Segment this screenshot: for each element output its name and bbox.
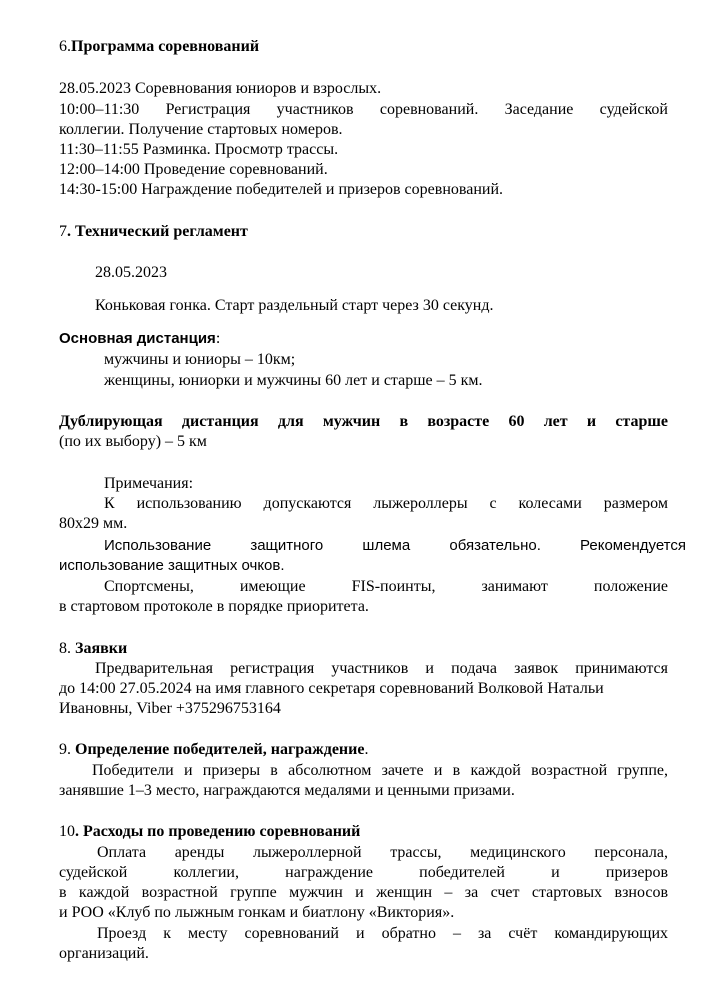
notes-label: Примечания: <box>104 475 194 492</box>
main-distance-label: Основная дистанция: <box>59 330 221 347</box>
body-line: до 14:00 27.05.2024 на имя главного секретаря соревнований Волковой Натальи <box>59 680 604 697</box>
race-format: Коньковая гонка. Старт раздельный старт через 30 секунд. <box>95 297 494 314</box>
main-distance-women: женщины, юниорки и мужчины 60 лет и старше – 5 км. <box>104 372 483 389</box>
body-line: в каждой возрастной группе мужчин и женщин – за счет стартовых взносов <box>59 884 668 901</box>
note-line: Использование защитного шлема обязательно. Рекомендуется <box>104 537 686 554</box>
body-line: Проезд к месту соревнований и обратно – за счёт командирующих <box>97 925 668 942</box>
note-line: К использованию допускаются лыжероллеры с колесами размером <box>104 495 668 512</box>
section-6-heading: 6.Программа соревнований <box>59 38 260 55</box>
schedule-line: 14:30-15:00 Награждение победителей и призеров соревнований. <box>59 181 504 198</box>
note-line: использование защитных очков. <box>59 557 285 574</box>
schedule-line: коллегии. Получение стартовых номеров. <box>59 121 343 138</box>
body-line: Ивановны, Viber +375296753164 <box>59 700 281 717</box>
body-line: Предварительная регистрация участников и подача заявок принимаются <box>95 660 668 677</box>
note-line: Спортсмены, имеющие FIS-поинты, занимают положение <box>104 578 668 595</box>
main-distance-men: мужчины и юниоры – 10км; <box>104 351 296 368</box>
section-9-heading: 9. Определение победителей, награждение. <box>59 741 369 758</box>
section-8-heading: 8. Заявки <box>59 640 128 657</box>
body-line: Оплата аренды лыжероллерной трассы, медицинского персонала, <box>97 844 668 861</box>
body-line: Победители и призеры в абсолютном зачете и в каждой возрастной группе, <box>92 762 668 779</box>
backup-distance-sub: (по их выбору) – 5 км <box>59 433 207 450</box>
body-line: судейской коллегии, награждение победителей и призеров <box>59 864 668 881</box>
section-10-heading: 10. Расходы по проведению соревнований <box>59 823 361 840</box>
schedule-line: 12:00–14:00 Проведение соревнований. <box>59 161 328 178</box>
body-line: организаций. <box>59 945 149 962</box>
backup-distance-title: Дублирующая дистанция для мужчин в возрасте 60 лет и старше <box>59 413 668 430</box>
schedule-line: 28.05.2023 Соревнования юниоров и взрослых. <box>59 80 382 97</box>
body-line: и РОО «Клуб по лыжным гонкам и биатлону «Виктория». <box>59 904 455 921</box>
race-date: 28.05.2023 <box>95 264 167 281</box>
body-line: занявшие 1–3 место, награждаются медалями и ценными призами. <box>59 782 515 799</box>
note-line: в стартовом протоколе в порядке приоритета. <box>59 598 369 615</box>
section-7-heading: 7. Технический регламент <box>59 223 248 240</box>
schedule-line: 11:30–11:55 Разминка. Просмотр трассы. <box>59 141 339 158</box>
note-line: 80х29 мм. <box>59 515 128 532</box>
schedule-line: 10:00–11:30 Регистрация участников соревнований. Заседание судейской <box>59 101 668 118</box>
